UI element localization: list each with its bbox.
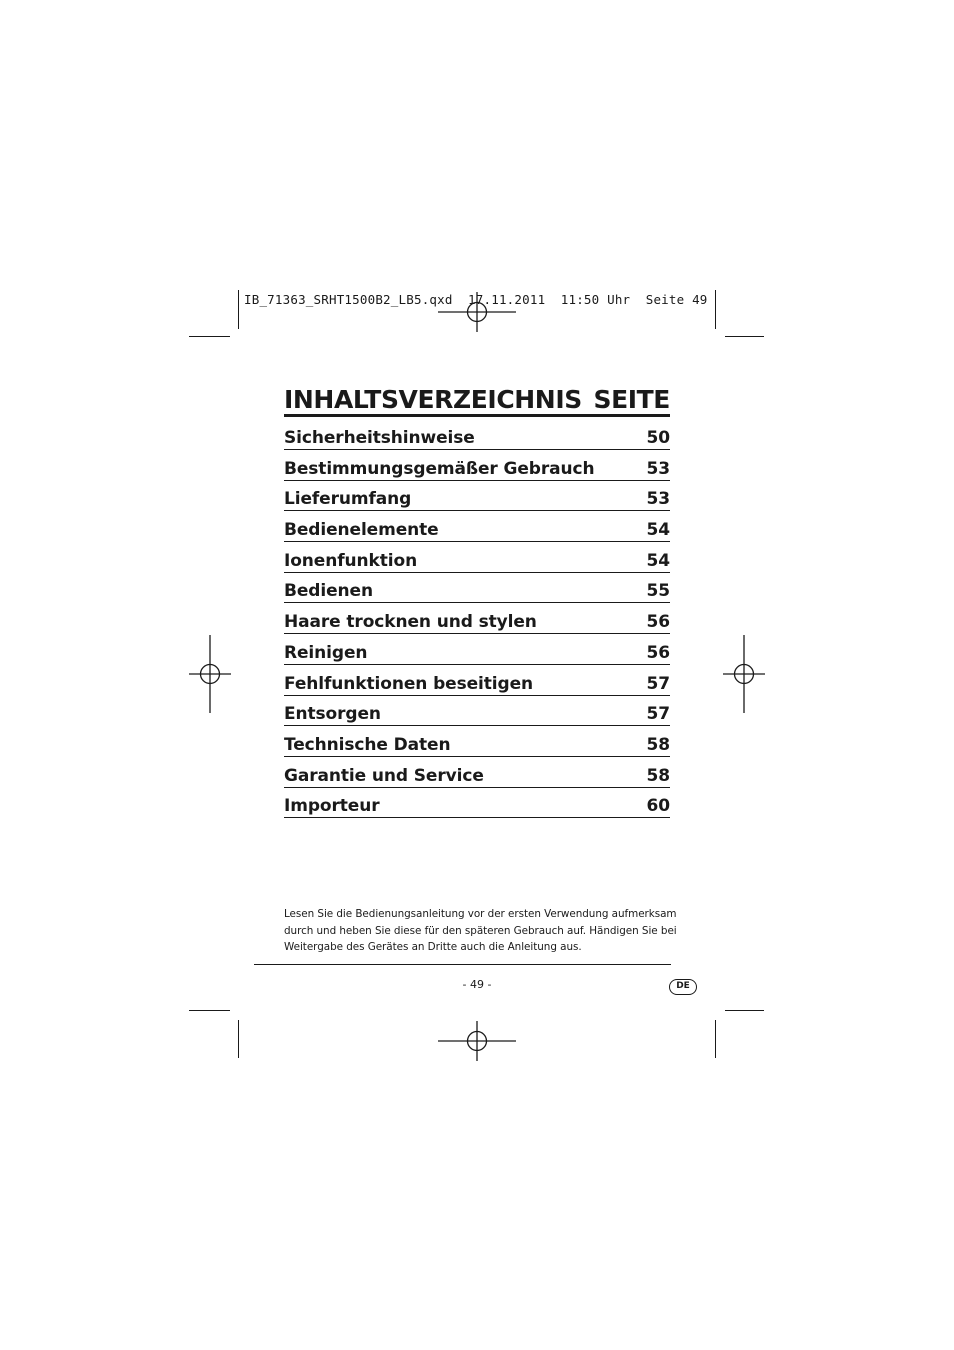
- crop-mark: [189, 1010, 230, 1011]
- toc-entry-label: Lieferumfang: [284, 489, 412, 510]
- toc-entry-label: Fehlfunktionen beseitigen: [284, 673, 534, 694]
- toc-header: [284, 378, 670, 417]
- toc-entry: [284, 580, 670, 603]
- toc-entry: [284, 519, 670, 542]
- toc-entry-page: 53: [646, 489, 670, 510]
- crop-mark: [238, 1020, 239, 1058]
- language-badge: DE: [669, 979, 697, 995]
- toc-entry-page: 56: [646, 612, 670, 633]
- note-line: Weitergabe des Gerätes an Dritte auch die Anleitung aus.: [284, 941, 582, 953]
- toc-entry-page: 58: [646, 734, 670, 755]
- toc-entry-page: 57: [646, 704, 670, 725]
- toc-entry-page: 54: [646, 550, 670, 571]
- toc-entry-label: Importeur: [284, 796, 380, 817]
- toc-entry-label: Ionenfunktion: [284, 550, 418, 571]
- toc-entry: [284, 550, 670, 573]
- toc-entry: [284, 795, 670, 818]
- crop-mark: [725, 1010, 764, 1011]
- toc-list: [284, 427, 670, 818]
- toc-entry: [284, 703, 670, 726]
- note-line: Lesen Sie die Bedienungsanleitung vor der ersten Verwendung aufmerksam: [284, 908, 677, 920]
- toc-entry-page: 54: [646, 520, 670, 541]
- toc-entry-page: 55: [646, 581, 670, 602]
- toc-entry-label: Bedienen: [284, 581, 373, 602]
- instruction-note: [284, 906, 684, 956]
- toc-entry: [284, 765, 670, 788]
- toc-entry-label: Garantie und Service: [284, 765, 484, 786]
- registration-mark-icon: [723, 635, 765, 713]
- page-number: - 49 -: [462, 978, 492, 991]
- toc-entry-page: 56: [646, 642, 670, 663]
- toc-entry-label: Bestimmungsgemäßer Gebrauch: [284, 458, 595, 479]
- toc-entry-page: 57: [646, 673, 670, 694]
- footer-divider: [254, 964, 671, 965]
- registration-mark-icon: [438, 292, 516, 332]
- toc-entry-label: Reinigen: [284, 642, 368, 663]
- toc-title: INHALTSVERZEICHNIS: [284, 385, 582, 414]
- toc-entry: [284, 458, 670, 481]
- toc-entry: [284, 488, 670, 511]
- crop-mark: [238, 290, 239, 329]
- toc-entry-page: 53: [646, 458, 670, 479]
- crop-mark: [715, 1020, 716, 1058]
- toc-entry-label: Technische Daten: [284, 734, 451, 755]
- crop-mark: [189, 336, 230, 337]
- note-line: durch und heben Sie diese für den späteren Gebrauch auf. Händigen Sie bei: [284, 924, 677, 937]
- toc-entry-label: Entsorgen: [284, 704, 381, 725]
- crop-mark: [725, 336, 764, 337]
- toc-entry-page: 58: [646, 765, 670, 786]
- table-of-contents: [284, 378, 670, 826]
- toc-entry-page: 60: [646, 796, 670, 817]
- print-slug: IB_71363_SRHT1500B2_LB5.qxd 17.11.2011 11:50 Uhr Seite 49: [244, 292, 708, 307]
- toc-entry: [284, 673, 670, 696]
- toc-entry-label: Bedienelemente: [284, 520, 439, 541]
- crop-mark: [715, 290, 716, 329]
- registration-mark-icon: [189, 635, 231, 713]
- toc-page-column-label: SEITE: [593, 385, 670, 414]
- registration-mark-icon: [438, 1021, 516, 1061]
- toc-entry-page: 50: [646, 428, 670, 448]
- toc-entry: [284, 734, 670, 757]
- toc-entry-label: Haare trocknen und stylen: [284, 612, 537, 633]
- toc-entry: [284, 611, 670, 634]
- toc-entry: [284, 427, 670, 450]
- toc-entry: [284, 642, 670, 665]
- toc-entry-label: Sicherheitshinweise: [284, 428, 475, 448]
